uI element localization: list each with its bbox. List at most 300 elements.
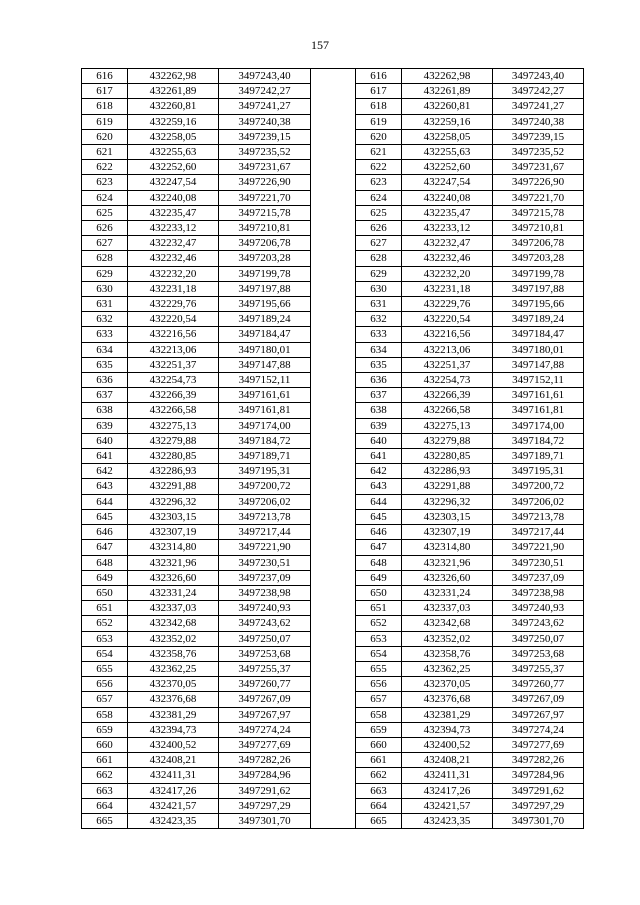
right-point-number-cell: 623: [356, 175, 402, 190]
right-point-number-cell: 645: [356, 509, 402, 524]
right-point-number-cell: 624: [356, 190, 402, 205]
left-x-coordinate-cell: 432251,37: [128, 357, 219, 372]
column-gap: [311, 616, 356, 631]
right-y-coordinate-cell: 3497274,24: [493, 722, 584, 737]
left-point-number-cell: 650: [82, 585, 128, 600]
right-y-coordinate-cell: 3497195,66: [493, 297, 584, 312]
right-x-coordinate-cell: 432259,16: [402, 114, 493, 129]
column-gap: [311, 99, 356, 114]
column-gap: [311, 737, 356, 752]
left-y-coordinate-cell: 3497184,72: [219, 433, 311, 448]
right-y-coordinate-cell: 3497260,77: [493, 677, 584, 692]
right-point-number-cell: 650: [356, 585, 402, 600]
left-x-coordinate-cell: 432362,25: [128, 661, 219, 676]
right-y-coordinate-cell: 3497255,37: [493, 661, 584, 676]
left-y-coordinate-cell: 3497260,77: [219, 677, 311, 692]
column-gap: [311, 373, 356, 388]
left-point-number-cell: 661: [82, 753, 128, 768]
right-x-coordinate-cell: 432362,25: [402, 661, 493, 676]
column-gap: [311, 266, 356, 281]
right-y-coordinate-cell: 3497189,71: [493, 449, 584, 464]
table-row: [82, 205, 584, 220]
column-gap: [311, 585, 356, 600]
left-y-coordinate-cell: 3497241,27: [219, 99, 311, 114]
right-x-coordinate-cell: 432421,57: [402, 798, 493, 813]
left-point-number-cell: 635: [82, 357, 128, 372]
left-point-number-cell: 634: [82, 342, 128, 357]
left-point-number-cell: 649: [82, 570, 128, 585]
right-x-coordinate-cell: 432358,76: [402, 646, 493, 661]
right-y-coordinate-cell: 3497199,78: [493, 266, 584, 281]
left-point-number-cell: 653: [82, 631, 128, 646]
right-y-coordinate-cell: 3497195,31: [493, 464, 584, 479]
column-gap: [311, 540, 356, 555]
left-x-coordinate-cell: 432232,20: [128, 266, 219, 281]
right-x-coordinate-cell: 432240,08: [402, 190, 493, 205]
right-y-coordinate-cell: 3497161,81: [493, 403, 584, 418]
column-gap: [311, 570, 356, 585]
column-gap: [311, 327, 356, 342]
right-point-number-cell: 638: [356, 403, 402, 418]
right-point-number-cell: 636: [356, 373, 402, 388]
right-point-number-cell: 653: [356, 631, 402, 646]
right-point-number-cell: 646: [356, 525, 402, 540]
left-x-coordinate-cell: 432261,89: [128, 84, 219, 99]
left-point-number-cell: 644: [82, 494, 128, 509]
right-point-number-cell: 626: [356, 221, 402, 236]
column-gap: [311, 281, 356, 296]
right-x-coordinate-cell: 432232,46: [402, 251, 493, 266]
left-x-coordinate-cell: 432423,35: [128, 813, 219, 828]
right-y-coordinate-cell: 3497241,27: [493, 99, 584, 114]
left-x-coordinate-cell: 432233,12: [128, 221, 219, 236]
right-x-coordinate-cell: 432255,63: [402, 145, 493, 160]
left-x-coordinate-cell: 432394,73: [128, 722, 219, 737]
table-row: [82, 221, 584, 236]
column-gap: [311, 722, 356, 737]
right-x-coordinate-cell: 432307,19: [402, 525, 493, 540]
right-point-number-cell: 641: [356, 449, 402, 464]
left-x-coordinate-cell: 432291,88: [128, 479, 219, 494]
column-gap: [311, 190, 356, 205]
left-point-number-cell: 651: [82, 601, 128, 616]
left-x-coordinate-cell: 432411,31: [128, 768, 219, 783]
table-row: [82, 129, 584, 144]
right-y-coordinate-cell: 3497184,72: [493, 433, 584, 448]
left-y-coordinate-cell: 3497206,78: [219, 236, 311, 251]
right-point-number-cell: 621: [356, 145, 402, 160]
left-point-number-cell: 620: [82, 129, 128, 144]
right-point-number-cell: 659: [356, 722, 402, 737]
right-y-coordinate-cell: 3497206,78: [493, 236, 584, 251]
left-point-number-cell: 658: [82, 707, 128, 722]
right-point-number-cell: 647: [356, 540, 402, 555]
left-point-number-cell: 656: [82, 677, 128, 692]
column-gap: [311, 509, 356, 524]
column-gap: [311, 297, 356, 312]
right-point-number-cell: 635: [356, 357, 402, 372]
right-y-coordinate-cell: 3497231,67: [493, 160, 584, 175]
table-row: [82, 99, 584, 114]
left-point-number-cell: 641: [82, 449, 128, 464]
table-row: [82, 236, 584, 251]
column-gap: [311, 433, 356, 448]
right-y-coordinate-cell: 3497210,81: [493, 221, 584, 236]
table-row: [82, 145, 584, 160]
left-y-coordinate-cell: 3497240,38: [219, 114, 311, 129]
left-point-number-cell: 637: [82, 388, 128, 403]
table-row: [82, 692, 584, 707]
right-x-coordinate-cell: 432291,88: [402, 479, 493, 494]
right-point-number-cell: 627: [356, 236, 402, 251]
right-x-coordinate-cell: 432220,54: [402, 312, 493, 327]
left-y-coordinate-cell: 3497184,47: [219, 327, 311, 342]
right-x-coordinate-cell: 432247,54: [402, 175, 493, 190]
left-x-coordinate-cell: 432280,85: [128, 449, 219, 464]
left-point-number-cell: 624: [82, 190, 128, 205]
left-point-number-cell: 632: [82, 312, 128, 327]
right-x-coordinate-cell: 432262,98: [402, 69, 493, 84]
right-point-number-cell: 632: [356, 312, 402, 327]
column-gap: [311, 464, 356, 479]
table-row: [82, 357, 584, 372]
right-x-coordinate-cell: 432352,02: [402, 631, 493, 646]
right-point-number-cell: 620: [356, 129, 402, 144]
table-row: [82, 373, 584, 388]
table-row: [82, 342, 584, 357]
left-x-coordinate-cell: 432331,24: [128, 585, 219, 600]
column-gap: [311, 403, 356, 418]
column-gap: [311, 129, 356, 144]
left-x-coordinate-cell: 432231,18: [128, 281, 219, 296]
column-gap: [311, 357, 356, 372]
right-x-coordinate-cell: 432216,56: [402, 327, 493, 342]
column-gap: [311, 707, 356, 722]
table-row: [82, 677, 584, 692]
left-y-coordinate-cell: 3497253,68: [219, 646, 311, 661]
table-row: [82, 646, 584, 661]
right-point-number-cell: 631: [356, 297, 402, 312]
right-y-coordinate-cell: 3497215,78: [493, 205, 584, 220]
left-x-coordinate-cell: 432266,58: [128, 403, 219, 418]
left-y-coordinate-cell: 3497199,78: [219, 266, 311, 281]
right-x-coordinate-cell: 432229,76: [402, 297, 493, 312]
right-y-coordinate-cell: 3497189,24: [493, 312, 584, 327]
right-y-coordinate-cell: 3497239,15: [493, 129, 584, 144]
left-y-coordinate-cell: 3497200,72: [219, 479, 311, 494]
left-x-coordinate-cell: 432342,68: [128, 616, 219, 631]
column-gap: [311, 312, 356, 327]
column-gap: [311, 221, 356, 236]
left-y-coordinate-cell: 3497301,70: [219, 813, 311, 828]
right-y-coordinate-cell: 3497161,61: [493, 388, 584, 403]
right-y-coordinate-cell: 3497267,97: [493, 707, 584, 722]
right-y-coordinate-cell: 3497203,28: [493, 251, 584, 266]
table-row: [82, 433, 584, 448]
left-y-coordinate-cell: 3497277,69: [219, 737, 311, 752]
left-y-coordinate-cell: 3497242,27: [219, 84, 311, 99]
table-row: [82, 251, 584, 266]
column-gap: [311, 798, 356, 813]
right-x-coordinate-cell: 432376,68: [402, 692, 493, 707]
right-y-coordinate-cell: 3497242,27: [493, 84, 584, 99]
table-row: [82, 388, 584, 403]
left-y-coordinate-cell: 3497206,02: [219, 494, 311, 509]
left-point-number-cell: 647: [82, 540, 128, 555]
right-y-coordinate-cell: 3497250,07: [493, 631, 584, 646]
right-x-coordinate-cell: 432326,60: [402, 570, 493, 585]
right-point-number-cell: 660: [356, 737, 402, 752]
left-y-coordinate-cell: 3497239,15: [219, 129, 311, 144]
right-point-number-cell: 661: [356, 753, 402, 768]
right-point-number-cell: 633: [356, 327, 402, 342]
left-x-coordinate-cell: 432337,03: [128, 601, 219, 616]
left-point-number-cell: 629: [82, 266, 128, 281]
left-y-coordinate-cell: 3497297,29: [219, 798, 311, 813]
left-point-number-cell: 648: [82, 555, 128, 570]
left-point-number-cell: 663: [82, 783, 128, 798]
right-x-coordinate-cell: 432258,05: [402, 129, 493, 144]
right-x-coordinate-cell: 432400,52: [402, 737, 493, 752]
table-row: [82, 175, 584, 190]
table-row: [82, 525, 584, 540]
right-x-coordinate-cell: 432411,31: [402, 768, 493, 783]
left-x-coordinate-cell: 432370,05: [128, 677, 219, 692]
left-y-coordinate-cell: 3497291,62: [219, 783, 311, 798]
left-x-coordinate-cell: 432232,46: [128, 251, 219, 266]
right-y-coordinate-cell: 3497230,51: [493, 555, 584, 570]
table-row: [82, 418, 584, 433]
left-point-number-cell: 618: [82, 99, 128, 114]
left-x-coordinate-cell: 432254,73: [128, 373, 219, 388]
left-x-coordinate-cell: 432307,19: [128, 525, 219, 540]
left-point-number-cell: 654: [82, 646, 128, 661]
right-x-coordinate-cell: 432331,24: [402, 585, 493, 600]
left-y-coordinate-cell: 3497161,61: [219, 388, 311, 403]
right-y-coordinate-cell: 3497206,02: [493, 494, 584, 509]
right-x-coordinate-cell: 432394,73: [402, 722, 493, 737]
right-point-number-cell: 642: [356, 464, 402, 479]
right-point-number-cell: 640: [356, 433, 402, 448]
left-x-coordinate-cell: 432408,21: [128, 753, 219, 768]
right-point-number-cell: 619: [356, 114, 402, 129]
right-x-coordinate-cell: 432337,03: [402, 601, 493, 616]
right-x-coordinate-cell: 432370,05: [402, 677, 493, 692]
left-point-number-cell: 627: [82, 236, 128, 251]
right-point-number-cell: 634: [356, 342, 402, 357]
left-point-number-cell: 622: [82, 160, 128, 175]
right-point-number-cell: 654: [356, 646, 402, 661]
table-row: [82, 768, 584, 783]
left-point-number-cell: 616: [82, 69, 128, 84]
table-row: [82, 616, 584, 631]
right-y-coordinate-cell: 3497180,01: [493, 342, 584, 357]
left-point-number-cell: 664: [82, 798, 128, 813]
left-x-coordinate-cell: 432240,08: [128, 190, 219, 205]
right-point-number-cell: 639: [356, 418, 402, 433]
left-y-coordinate-cell: 3497243,40: [219, 69, 311, 84]
right-x-coordinate-cell: 432408,21: [402, 753, 493, 768]
table-row: [82, 494, 584, 509]
left-y-coordinate-cell: 3497250,07: [219, 631, 311, 646]
right-y-coordinate-cell: 3497297,29: [493, 798, 584, 813]
left-point-number-cell: 665: [82, 813, 128, 828]
right-y-coordinate-cell: 3497147,88: [493, 357, 584, 372]
right-y-coordinate-cell: 3497240,38: [493, 114, 584, 129]
table-row: [82, 114, 584, 129]
column-gap: [311, 646, 356, 661]
left-point-number-cell: 659: [82, 722, 128, 737]
right-point-number-cell: 656: [356, 677, 402, 692]
right-x-coordinate-cell: 432279,88: [402, 433, 493, 448]
left-x-coordinate-cell: 432216,56: [128, 327, 219, 342]
right-x-coordinate-cell: 432232,20: [402, 266, 493, 281]
table-row: [82, 707, 584, 722]
right-x-coordinate-cell: 432252,60: [402, 160, 493, 175]
column-gap: [311, 661, 356, 676]
right-x-coordinate-cell: 432303,15: [402, 509, 493, 524]
left-x-coordinate-cell: 432235,47: [128, 205, 219, 220]
left-point-number-cell: 630: [82, 281, 128, 296]
left-x-coordinate-cell: 432213,06: [128, 342, 219, 357]
left-x-coordinate-cell: 432296,32: [128, 494, 219, 509]
column-gap: [311, 494, 356, 509]
left-x-coordinate-cell: 432266,39: [128, 388, 219, 403]
left-y-coordinate-cell: 3497231,67: [219, 160, 311, 175]
left-x-coordinate-cell: 432255,63: [128, 145, 219, 160]
left-point-number-cell: 623: [82, 175, 128, 190]
right-x-coordinate-cell: 432381,29: [402, 707, 493, 722]
right-point-number-cell: 648: [356, 555, 402, 570]
column-gap: [311, 145, 356, 160]
right-y-coordinate-cell: 3497301,70: [493, 813, 584, 828]
column-gap: [311, 692, 356, 707]
column-gap: [311, 251, 356, 266]
table-row: [82, 449, 584, 464]
table-row: [82, 281, 584, 296]
right-y-coordinate-cell: 3497277,69: [493, 737, 584, 752]
right-x-coordinate-cell: 432251,37: [402, 357, 493, 372]
right-x-coordinate-cell: 432235,47: [402, 205, 493, 220]
left-y-coordinate-cell: 3497267,09: [219, 692, 311, 707]
table-row: [82, 190, 584, 205]
right-point-number-cell: 663: [356, 783, 402, 798]
left-x-coordinate-cell: 432232,47: [128, 236, 219, 251]
right-x-coordinate-cell: 432342,68: [402, 616, 493, 631]
left-y-coordinate-cell: 3497215,78: [219, 205, 311, 220]
right-y-coordinate-cell: 3497217,44: [493, 525, 584, 540]
right-x-coordinate-cell: 432260,81: [402, 99, 493, 114]
left-point-number-cell: 642: [82, 464, 128, 479]
left-y-coordinate-cell: 3497284,96: [219, 768, 311, 783]
left-y-coordinate-cell: 3497210,81: [219, 221, 311, 236]
left-point-number-cell: 633: [82, 327, 128, 342]
right-y-coordinate-cell: 3497243,40: [493, 69, 584, 84]
table-row: [82, 540, 584, 555]
right-y-coordinate-cell: 3497235,52: [493, 145, 584, 160]
right-x-coordinate-cell: 432286,93: [402, 464, 493, 479]
left-y-coordinate-cell: 3497152,11: [219, 373, 311, 388]
table-row: [82, 312, 584, 327]
left-y-coordinate-cell: 3497217,44: [219, 525, 311, 540]
right-y-coordinate-cell: 3497197,88: [493, 281, 584, 296]
coordinates-table-body: [82, 69, 584, 829]
left-point-number-cell: 638: [82, 403, 128, 418]
left-x-coordinate-cell: 432303,15: [128, 509, 219, 524]
right-x-coordinate-cell: 432423,35: [402, 813, 493, 828]
table-row: [82, 722, 584, 737]
left-x-coordinate-cell: 432229,76: [128, 297, 219, 312]
table-row: [82, 479, 584, 494]
table-row: [82, 266, 584, 281]
right-x-coordinate-cell: 432231,18: [402, 281, 493, 296]
left-x-coordinate-cell: 432381,29: [128, 707, 219, 722]
right-point-number-cell: 625: [356, 205, 402, 220]
right-point-number-cell: 628: [356, 251, 402, 266]
right-point-number-cell: 655: [356, 661, 402, 676]
right-y-coordinate-cell: 3497291,62: [493, 783, 584, 798]
column-gap: [311, 753, 356, 768]
left-y-coordinate-cell: 3497213,78: [219, 509, 311, 524]
column-gap: [311, 768, 356, 783]
left-y-coordinate-cell: 3497221,70: [219, 190, 311, 205]
column-gap: [311, 601, 356, 616]
left-point-number-cell: 640: [82, 433, 128, 448]
right-x-coordinate-cell: 432296,32: [402, 494, 493, 509]
left-x-coordinate-cell: 432262,98: [128, 69, 219, 84]
left-y-coordinate-cell: 3497240,93: [219, 601, 311, 616]
right-x-coordinate-cell: 432275,13: [402, 418, 493, 433]
left-y-coordinate-cell: 3497195,66: [219, 297, 311, 312]
right-point-number-cell: 643: [356, 479, 402, 494]
left-point-number-cell: 652: [82, 616, 128, 631]
left-x-coordinate-cell: 432275,13: [128, 418, 219, 433]
left-point-number-cell: 619: [82, 114, 128, 129]
right-y-coordinate-cell: 3497243,62: [493, 616, 584, 631]
left-point-number-cell: 621: [82, 145, 128, 160]
right-y-coordinate-cell: 3497237,09: [493, 570, 584, 585]
left-y-coordinate-cell: 3497161,81: [219, 403, 311, 418]
table-row: [82, 737, 584, 752]
left-y-coordinate-cell: 3497203,28: [219, 251, 311, 266]
right-point-number-cell: 658: [356, 707, 402, 722]
right-x-coordinate-cell: 432254,73: [402, 373, 493, 388]
column-gap: [311, 677, 356, 692]
column-gap: [311, 631, 356, 646]
right-x-coordinate-cell: 432280,85: [402, 449, 493, 464]
left-y-coordinate-cell: 3497180,01: [219, 342, 311, 357]
left-point-number-cell: 657: [82, 692, 128, 707]
right-point-number-cell: 649: [356, 570, 402, 585]
right-y-coordinate-cell: 3497221,70: [493, 190, 584, 205]
table-row: [82, 798, 584, 813]
right-point-number-cell: 651: [356, 601, 402, 616]
left-point-number-cell: 662: [82, 768, 128, 783]
right-y-coordinate-cell: 3497238,98: [493, 585, 584, 600]
right-y-coordinate-cell: 3497267,09: [493, 692, 584, 707]
table-row: [82, 661, 584, 676]
table-row: [82, 160, 584, 175]
table-row: [82, 570, 584, 585]
left-x-coordinate-cell: 432326,60: [128, 570, 219, 585]
table-row: [82, 753, 584, 768]
left-y-coordinate-cell: 3497189,71: [219, 449, 311, 464]
right-x-coordinate-cell: 432232,47: [402, 236, 493, 251]
left-y-coordinate-cell: 3497282,26: [219, 753, 311, 768]
left-y-coordinate-cell: 3497267,97: [219, 707, 311, 722]
left-x-coordinate-cell: 432260,81: [128, 99, 219, 114]
right-y-coordinate-cell: 3497282,26: [493, 753, 584, 768]
